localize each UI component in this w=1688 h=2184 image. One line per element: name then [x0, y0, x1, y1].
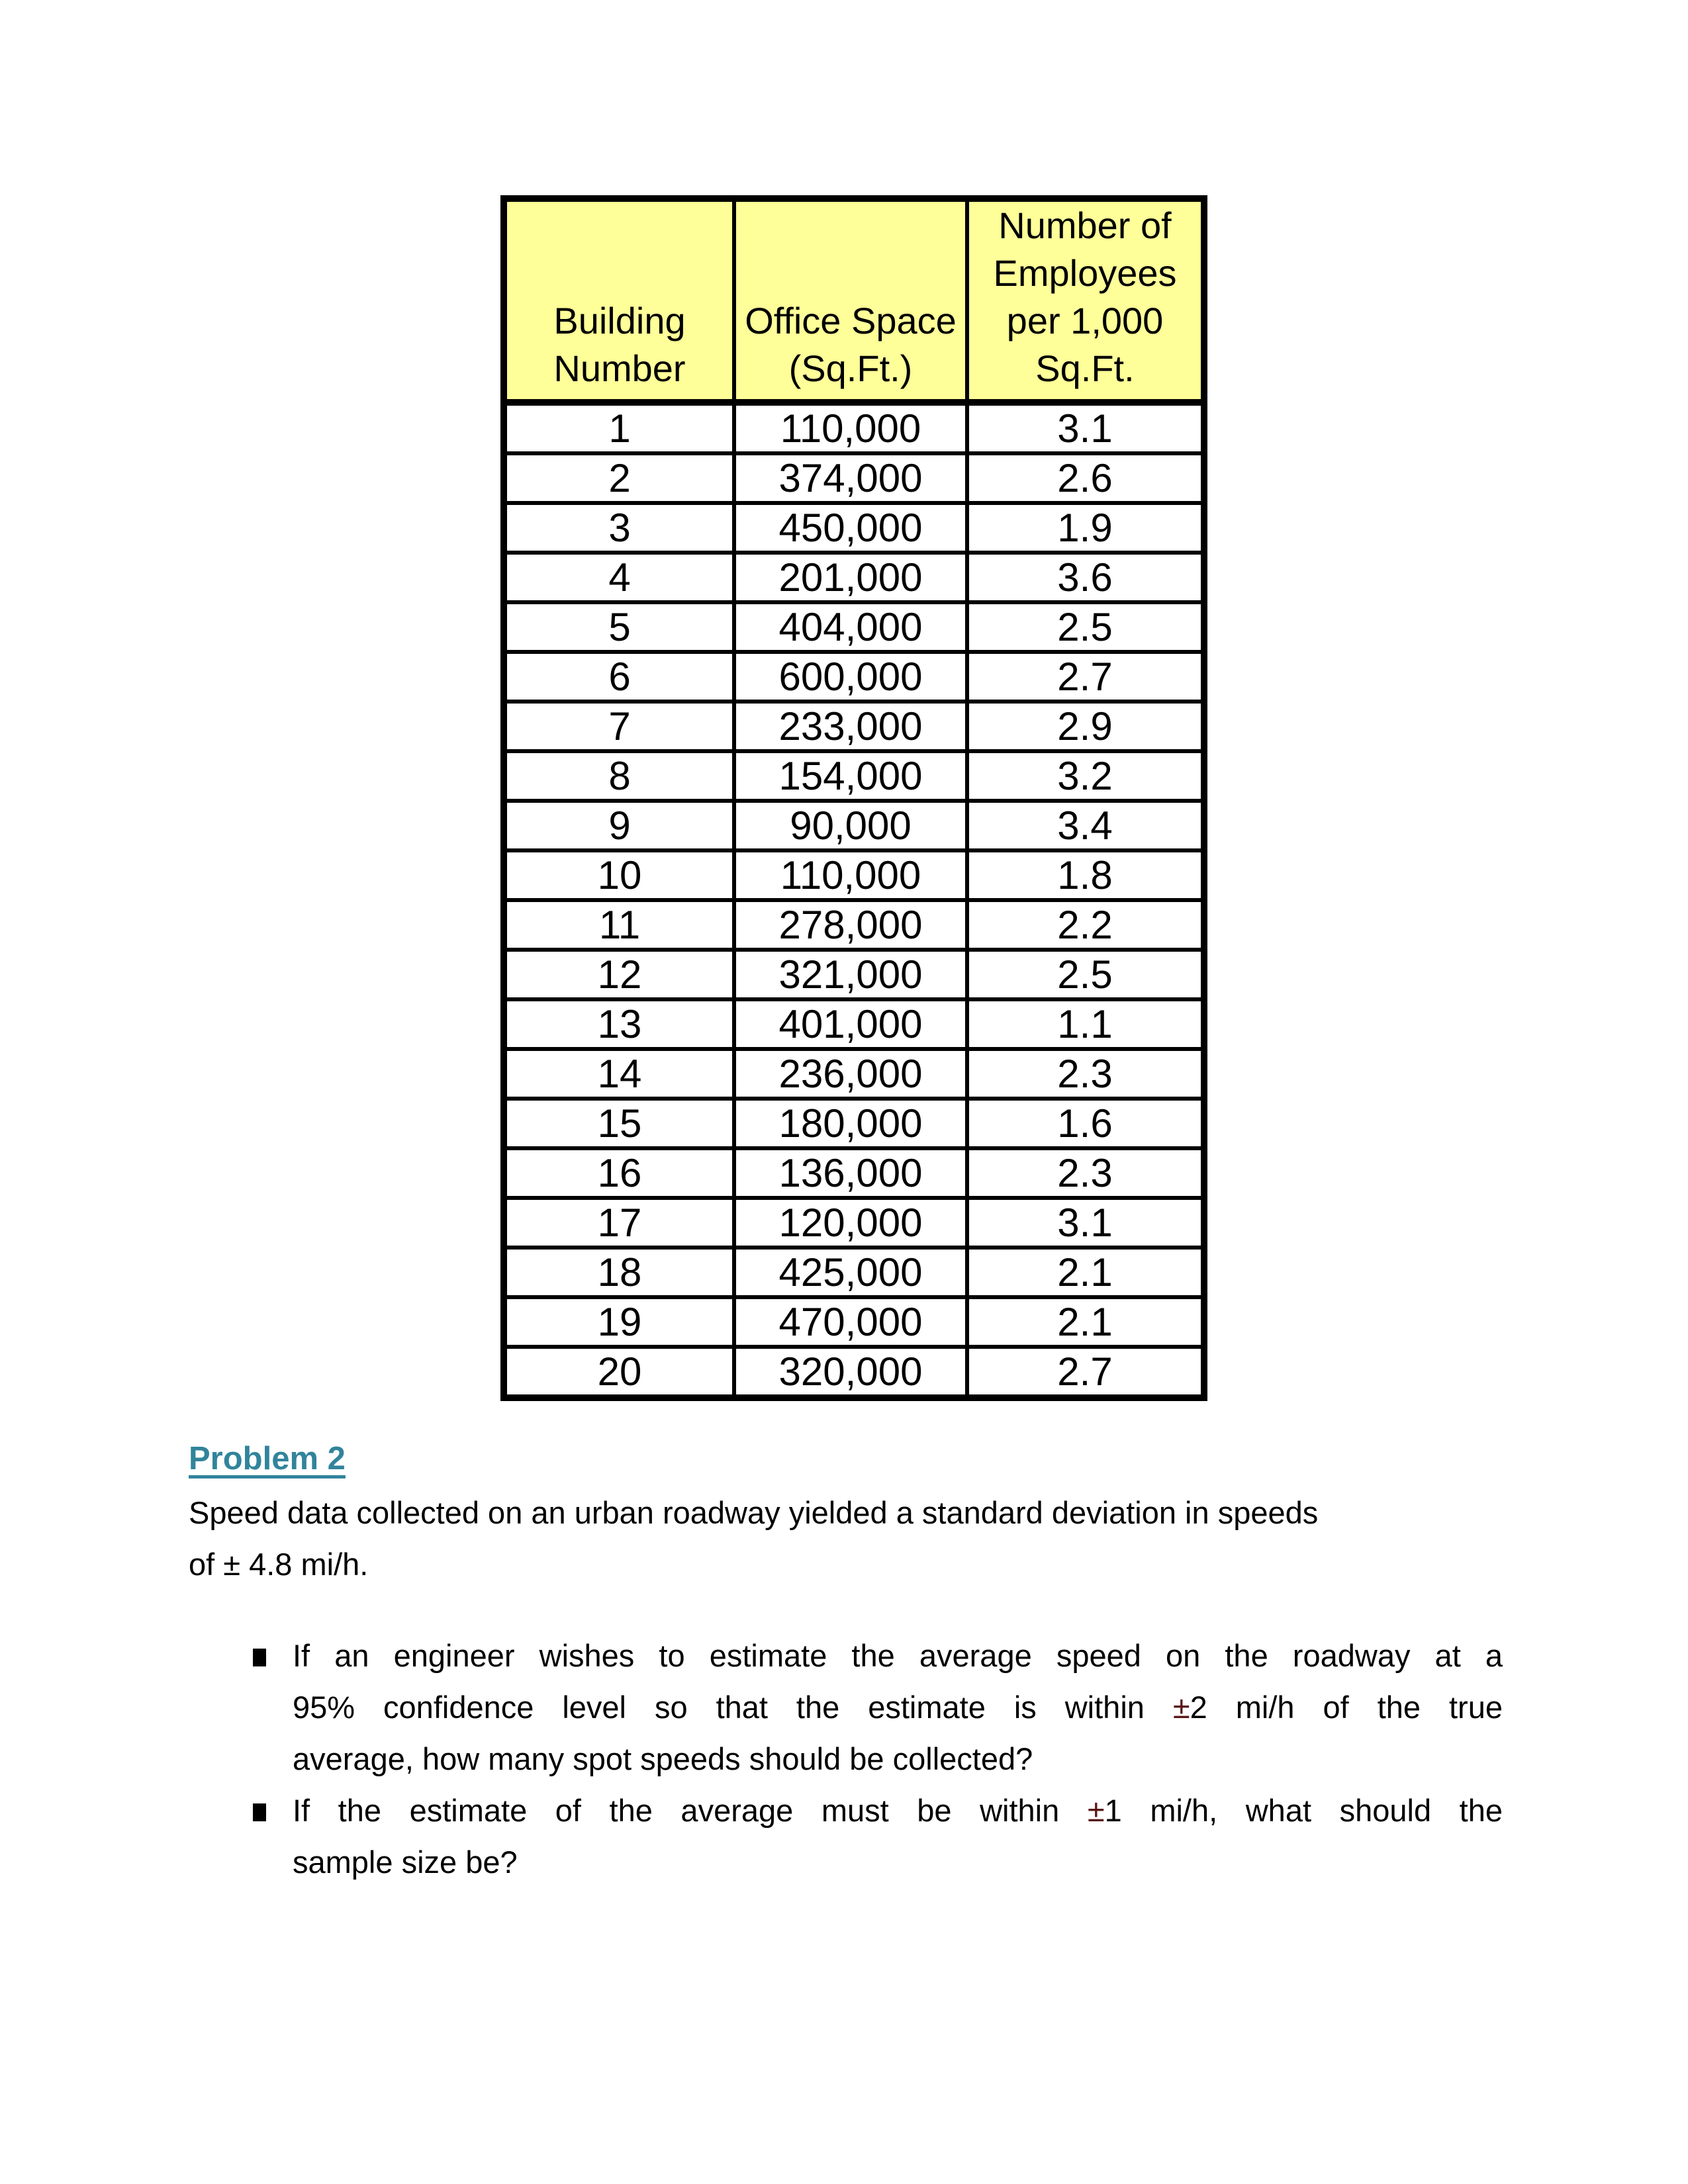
cell-office-space-sqft: 600,000: [734, 652, 967, 702]
cell-office-space-sqft: 90,000: [734, 801, 967, 850]
cell-employees-per-1000-sqft: 2.9: [967, 702, 1204, 751]
bullet-line: If an engineer wishes to estimate the average speed on the roadway at a: [293, 1638, 1503, 1673]
cell-building-number: 20: [504, 1347, 734, 1398]
cell-employees-per-1000-sqft: 3.2: [967, 751, 1204, 801]
bullet-segment: 1 mi/h, what should the: [1104, 1793, 1503, 1828]
table-row: [504, 1049, 1204, 1099]
cell-building-number: 11: [504, 900, 734, 950]
cell-office-space-sqft: 321,000: [734, 950, 967, 999]
table-row: [504, 1198, 1204, 1248]
bullet-marker: [189, 1785, 293, 1837]
header-line: (Sq.Ft.): [788, 347, 913, 389]
col-header-office-space: [734, 199, 967, 402]
bullet-line: sample size be?: [293, 1844, 518, 1880]
plus-minus-symbol: ±: [1087, 1793, 1105, 1828]
table-header: [504, 199, 1204, 402]
cell-office-space-sqft: 470,000: [734, 1297, 967, 1347]
cell-office-space-sqft: 374,000: [734, 453, 967, 503]
cell-building-number: 10: [504, 850, 734, 900]
cell-building-number: 6: [504, 652, 734, 702]
table-row: [504, 503, 1204, 553]
list-item: [189, 1630, 1503, 1785]
intro-line: Speed data collected on an urban roadway yielded a standard deviation in speeds: [189, 1495, 1319, 1530]
table-row: [504, 1297, 1204, 1347]
intro-line: of ± 4.8 mi/h.: [189, 1547, 369, 1582]
bullet-line: [293, 1682, 1503, 1733]
cell-office-space-sqft: 236,000: [734, 1049, 967, 1099]
cell-building-number: 4: [504, 553, 734, 602]
bullet-marker: [189, 1630, 293, 1682]
cell-building-number: 12: [504, 950, 734, 999]
header-line: Sq.Ft.: [1035, 347, 1135, 389]
cell-building-number: 8: [504, 751, 734, 801]
cell-office-space-sqft: 425,000: [734, 1248, 967, 1297]
cell-office-space-sqft: 110,000: [734, 402, 967, 453]
table-row: [504, 553, 1204, 602]
problem2-section: [189, 1433, 1503, 1888]
cell-office-space-sqft: 110,000: [734, 850, 967, 900]
cell-employees-per-1000-sqft: 2.7: [967, 1347, 1204, 1398]
cell-building-number: 15: [504, 1099, 734, 1148]
cell-employees-per-1000-sqft: 2.3: [967, 1148, 1204, 1198]
table-row: [504, 602, 1204, 652]
table-row: [504, 900, 1204, 950]
cell-employees-per-1000-sqft: 2.6: [967, 453, 1204, 503]
cell-employees-per-1000-sqft: 2.7: [967, 652, 1204, 702]
table-row: [504, 1099, 1204, 1148]
cell-employees-per-1000-sqft: 3.1: [967, 1198, 1204, 1248]
cell-office-space-sqft: 180,000: [734, 1099, 967, 1148]
bullet-square-icon: [253, 1803, 266, 1821]
cell-employees-per-1000-sqft: 2.1: [967, 1297, 1204, 1347]
cell-office-space-sqft: 278,000: [734, 900, 967, 950]
problem2-intro: [189, 1487, 1503, 1590]
bullet-segment: 2 mi/h of the true: [1190, 1690, 1503, 1725]
cell-employees-per-1000-sqft: 1.8: [967, 850, 1204, 900]
cell-office-space-sqft: 136,000: [734, 1148, 967, 1198]
table-row: [504, 1148, 1204, 1198]
table-row: [504, 801, 1204, 850]
cell-building-number: 17: [504, 1198, 734, 1248]
cell-building-number: 9: [504, 801, 734, 850]
cell-employees-per-1000-sqft: 2.2: [967, 900, 1204, 950]
bullet-line: average, how many spot speeds should be collected?: [293, 1741, 1033, 1776]
cell-building-number: 18: [504, 1248, 734, 1297]
cell-office-space-sqft: 120,000: [734, 1198, 967, 1248]
cell-employees-per-1000-sqft: 3.1: [967, 402, 1204, 453]
cell-employees-per-1000-sqft: 1.9: [967, 503, 1204, 553]
cell-employees-per-1000-sqft: 1.1: [967, 999, 1204, 1049]
table-row: [504, 751, 1204, 801]
list-item: [189, 1785, 1503, 1888]
col-header-building-number: [504, 199, 734, 402]
header-line: Office Space: [745, 300, 957, 341]
cell-employees-per-1000-sqft: 2.3: [967, 1049, 1204, 1099]
cell-office-space-sqft: 201,000: [734, 553, 967, 602]
cell-building-number: 3: [504, 503, 734, 553]
plus-minus-symbol: ±: [1172, 1690, 1190, 1725]
cell-office-space-sqft: 450,000: [734, 503, 967, 553]
bullet-square-icon: [253, 1649, 266, 1666]
table-row: [504, 999, 1204, 1049]
bullet-text: [293, 1630, 1503, 1785]
cell-office-space-sqft: 154,000: [734, 751, 967, 801]
cell-employees-per-1000-sqft: 2.5: [967, 950, 1204, 999]
table-row: [504, 1248, 1204, 1297]
table-body: [504, 402, 1204, 1398]
table-row: [504, 850, 1204, 900]
bullet-segment: 95% confidence level so that the estimate is within: [293, 1690, 1173, 1725]
bullet-line: [293, 1785, 1503, 1837]
table-row: [504, 950, 1204, 999]
header-line: Employees: [993, 252, 1177, 294]
header-line: Number of: [998, 205, 1172, 246]
cell-employees-per-1000-sqft: 2.1: [967, 1248, 1204, 1297]
header-row: [504, 199, 1204, 402]
table-row: [504, 702, 1204, 751]
table-row: [504, 652, 1204, 702]
cell-building-number: 14: [504, 1049, 734, 1099]
header-line: Building: [553, 300, 686, 341]
bullet-text: [293, 1785, 1503, 1888]
cell-office-space-sqft: 404,000: [734, 602, 967, 652]
cell-building-number: 13: [504, 999, 734, 1049]
cell-employees-per-1000-sqft: 2.5: [967, 602, 1204, 652]
cell-building-number: 7: [504, 702, 734, 751]
bullet-segment: If the estimate of the average must be within: [293, 1793, 1088, 1828]
header-line: per 1,000: [1006, 300, 1164, 341]
table-row: [504, 453, 1204, 503]
cell-building-number: 2: [504, 453, 734, 503]
cell-employees-per-1000-sqft: 3.4: [967, 801, 1204, 850]
table-row: [504, 1347, 1204, 1398]
header-line: Number: [553, 347, 686, 389]
cell-office-space-sqft: 320,000: [734, 1347, 967, 1398]
cell-building-number: 5: [504, 602, 734, 652]
bullet-list: [189, 1630, 1503, 1888]
cell-office-space-sqft: 401,000: [734, 999, 967, 1049]
cell-office-space-sqft: 233,000: [734, 702, 967, 751]
problem2-heading: Problem 2: [189, 1441, 346, 1477]
office-space-table: [500, 195, 1207, 1401]
cell-employees-per-1000-sqft: 1.6: [967, 1099, 1204, 1148]
cell-employees-per-1000-sqft: 3.6: [967, 553, 1204, 602]
cell-building-number: 19: [504, 1297, 734, 1347]
col-header-employees-per-1000-sqft: [967, 199, 1204, 402]
table-row: [504, 402, 1204, 453]
cell-building-number: 1: [504, 402, 734, 453]
cell-building-number: 16: [504, 1148, 734, 1198]
